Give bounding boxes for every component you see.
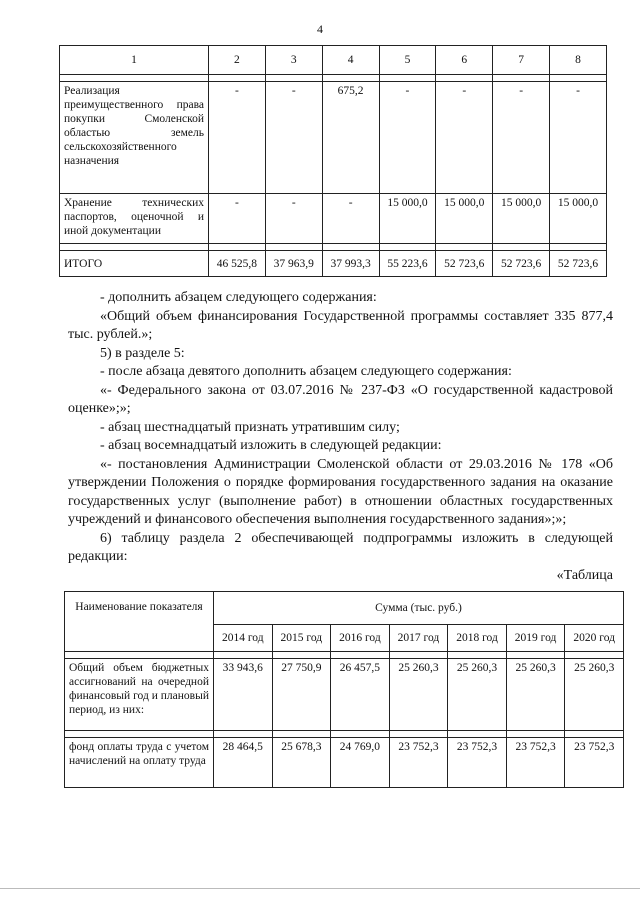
- year-header: 2014 год: [214, 625, 273, 652]
- table-row: [65, 738, 624, 788]
- paragraph: «Общий объем финансирования Государственной программы составляет 335 877,4 тыс. рублей.»;: [68, 308, 613, 342]
- cell-value: -: [322, 194, 379, 244]
- cell-value: 33 943,6: [214, 659, 273, 731]
- table-header-row: [65, 592, 624, 625]
- table-caption: «Таблица: [556, 567, 613, 583]
- spacer-row: [60, 244, 607, 251]
- amendment-text: [68, 289, 613, 585]
- year-header: 2020 год: [565, 625, 624, 652]
- column-number: 8: [550, 46, 607, 75]
- column-number: 6: [436, 46, 493, 75]
- spacer-row: [65, 652, 624, 659]
- cell-value: 52 723,6: [436, 251, 493, 277]
- column-number: 7: [493, 46, 550, 75]
- cell-value: 15 000,0: [493, 194, 550, 244]
- cell-value: 52 723,6: [493, 251, 550, 277]
- column-number: 1: [60, 46, 209, 75]
- table-row: [60, 194, 607, 244]
- cell-value: 23 752,3: [389, 738, 448, 788]
- spacer-row: [60, 75, 607, 82]
- cell-value: 15 000,0: [436, 194, 493, 244]
- cell-value: 27 750,9: [272, 659, 331, 731]
- column-number: 4: [322, 46, 379, 75]
- table-row: [60, 82, 607, 194]
- cell-value: -: [265, 194, 322, 244]
- cell-value: 25 678,3: [272, 738, 331, 788]
- paragraph: - после абзаца девятого дополнить абзацем следующего содержания:: [100, 364, 512, 379]
- paragraph: - дополнить абзацем следующего содержания:: [100, 290, 377, 305]
- cell-value: 25 260,3: [506, 659, 565, 731]
- cell-value: -: [379, 82, 436, 194]
- cell-value: 28 464,5: [214, 738, 273, 788]
- cell-value: -: [265, 82, 322, 194]
- indicator-header: Наименование показателя: [65, 592, 214, 652]
- sum-header: Сумма (тыс. руб.): [214, 592, 624, 625]
- cell-value: 15 000,0: [379, 194, 436, 244]
- cell-value: 52 723,6: [550, 251, 607, 277]
- financing-table: [59, 45, 607, 277]
- cell-value: 25 260,3: [389, 659, 448, 731]
- cell-value: -: [493, 82, 550, 194]
- row-name: фонд оплаты труда с учетом начислений на оплату труда: [65, 738, 214, 788]
- paragraph: «- Федерального закона от 03.07.2016 № 237-ФЗ «О государственной кадастровой оценке»;»;: [68, 382, 613, 416]
- cell-value: -: [209, 82, 266, 194]
- paragraph: - абзац восемнадцатый изложить в следующей редакции:: [100, 438, 442, 453]
- cell-value: 25 260,3: [448, 659, 507, 731]
- paragraph: 5) в разделе 5:: [100, 345, 185, 361]
- cell-value: 37 963,9: [265, 251, 322, 277]
- page-number: 4: [317, 22, 323, 36]
- year-header: 2017 год: [389, 625, 448, 652]
- cell-value: 675,2: [322, 82, 379, 194]
- cell-value: 23 752,3: [506, 738, 565, 788]
- cell-value: 25 260,3: [565, 659, 624, 731]
- year-header: 2019 год: [506, 625, 565, 652]
- spacer-row: [65, 731, 624, 738]
- cell-value: -: [550, 82, 607, 194]
- column-number: 5: [379, 46, 436, 75]
- cell-value: 46 525,8: [209, 251, 266, 277]
- year-header: 2016 год: [331, 625, 390, 652]
- paragraph: «- постановления Администрации Смоленской области от 29.03.2016 № 178 «Об утверждении Положения о порядке формирования государственного задания на оказание государственных услуг (выполнение работ) в отношении областных государственных учреждений и финансового обеспечения выполнения государственного задания»;»;: [68, 456, 613, 527]
- cell-value: 55 223,6: [379, 251, 436, 277]
- cell-value: 23 752,3: [448, 738, 507, 788]
- cell-value: 37 993,3: [322, 251, 379, 277]
- cell-value: 24 769,0: [331, 738, 390, 788]
- paragraph: 6) таблицу раздела 2 обеспечивающей подпрограммы изложить в следующей редакции:: [68, 530, 613, 564]
- total-row: [60, 251, 607, 277]
- column-number: 2: [209, 46, 266, 75]
- row-name: ИТОГО: [60, 251, 209, 277]
- table-row: [65, 659, 624, 731]
- cell-value: 23 752,3: [565, 738, 624, 788]
- cell-value: 26 457,5: [331, 659, 390, 731]
- cell-value: 15 000,0: [550, 194, 607, 244]
- cell-value: -: [436, 82, 493, 194]
- row-name: Общий объем бюджетных ассигнований на очередной финансовый год и плановый период, из них:: [65, 659, 214, 731]
- row-name: Реализация преимущественного права покупки Смоленской областью земель сельскохозяйственного назначения: [60, 82, 209, 194]
- column-number: 3: [265, 46, 322, 75]
- table-header-row: [60, 46, 607, 75]
- year-header: 2018 год: [448, 625, 507, 652]
- budget-table: [64, 591, 624, 788]
- row-name: Хранение технических паспортов, оценочной и иной документации: [60, 194, 209, 244]
- year-header: 2015 год: [272, 625, 331, 652]
- page-bottom-divider: [0, 888, 640, 889]
- paragraph: - абзац шестнадцатый признать утратившим силу;: [100, 419, 400, 435]
- cell-value: -: [209, 194, 266, 244]
